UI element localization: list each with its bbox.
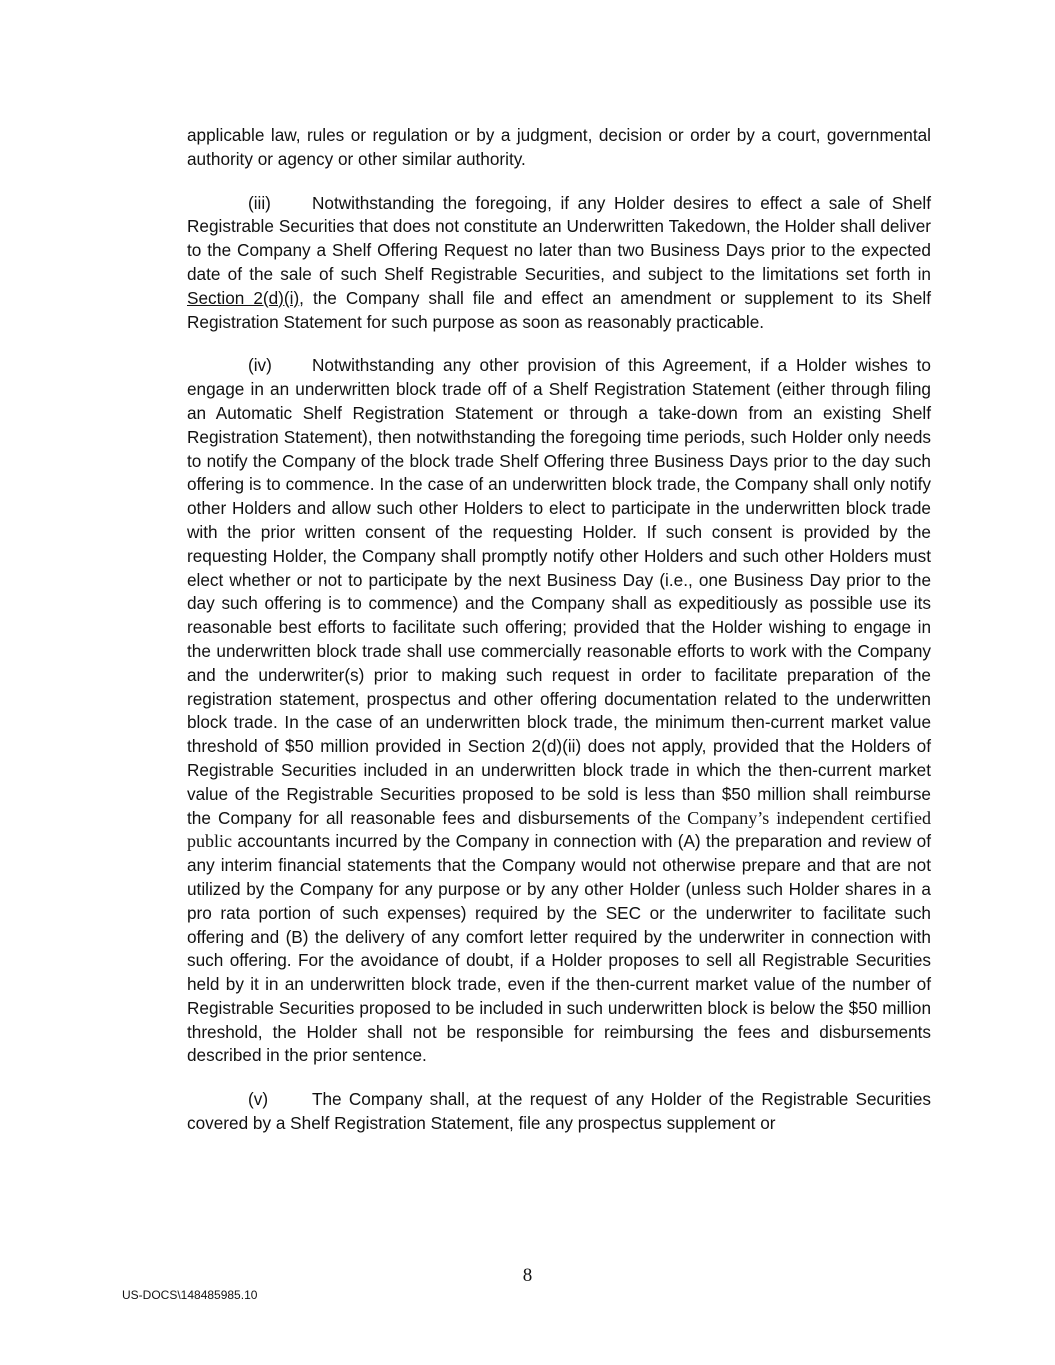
paragraph-iv-text-end: accountants incurred by the Company in connection with (A) the preparation and review of any interim financial statements that the Company would not otherwise prepare and that are not utilized by the Company for any purpose or by any other Holder (unless such Holder shares in a pro rata portion of such expenses) required by the SEC or the underwriter to facilitate such offering and (B) the delivery of any comfort letter required by the underwriter in connection with such offering. For the avoidance of doubt, if a Holder proposes to sell all Registrable Securities held by it in an underwritten block trade, even if the then-current market value of the number of Registrable Securities proposed to be included in such underwritten block is below the $50 million threshold, the Holder shall not be responsible for reimbursing the fees and disbursements described in the prior sentence.	[187, 831, 931, 1066]
document-body	[187, 124, 931, 1136]
paragraph-iv-serif-phrase: the Company’s independent certified public	[187, 807, 932, 852]
document-id-footer: US-DOCS\148485985.10	[122, 1288, 258, 1302]
paragraph-iii	[187, 192, 931, 335]
paragraph-continuation-text: applicable law, rules or regulation or by a judgment, decision or order by a court, governmental authority or agency or other similar authority.	[187, 125, 931, 169]
paragraph-iv-label: (iv)	[248, 355, 272, 376]
paragraph-iv	[187, 354, 931, 1068]
paragraph-iii-text-end: , the Company shall file and effect an amendment or supplement to its Shelf Registration Statement for such purpose as soon as reasonably practicable.	[187, 287, 931, 332]
paragraph-continuation	[187, 124, 931, 172]
section-cross-reference: Section 2(d)(i)	[187, 287, 300, 308]
paragraph-iv-text-start: Notwithstanding any other provision of this Agreement, if a Holder wishes to engage in an underwritten block trade off of a Shelf Registration Statement (either through filing an Automatic Shelf Registration Statement or through a take-down from an existing Shelf Registration Statement), then notwithstanding the foregoing time periods, such Holder only needs to notify the Company of the block trade Shelf Offering three Business Days prior to the day such offering is to commence. In the case of an underwritten block trade, the Company shall only notify other Holders and allow such other Holders to elect to participate in the underwritten block trade with the prior written consent of the requesting Holder. If such consent is provided by the requesting Holder, the Company shall promptly notify other Holders and such other Holders must elect whether or not to participate by the next Business Day (i.e., one Business Day prior to the day such offering is to commence) and the Company shall as expeditiously as possible use its reasonable best efforts to facilitate such offering; provided that the Holder wishing to engage in the underwritten block trade shall use commercially reasonable efforts to work with the Company and the underwriter(s) prior to making such request in order to facilitate preparation of the registration statement, prospectus and other offering documentation related to the underwritten block trade. In the case of an underwritten block trade, the minimum then-current market value threshold of $50 million provided in Section 2(d)(ii) does not apply, provided that the Holders of Registrable Securities included in an underwritten block trade in which the then-current market value of the Registrable Securities proposed to be sold is less than $50 million shall reimburse the Company for all reasonable fees and disbursements of	[187, 355, 931, 828]
paragraph-iii-label: (iii)	[248, 192, 271, 213]
paragraph-v	[187, 1088, 931, 1136]
page-number: 8	[522, 1265, 533, 1286]
paragraph-v-text: The Company shall, at the request of any Holder of the Registrable Securities covered by a Shelf Registration Statement, file any prospectus supplement or	[187, 1089, 931, 1134]
paragraph-v-label: (v)	[248, 1089, 269, 1110]
paragraph-iii-text-start: Notwithstanding the foregoing, if any Holder desires to effect a sale of Shelf Registrable Securities that does not constitute an Underwritten Takedown, the Holder shall deliver to the Company a Shelf Offering Request no later than two Business Days prior to the expected date of the sale of such Shelf Registrable Securities, and subject to the limitations set forth in	[187, 192, 931, 284]
